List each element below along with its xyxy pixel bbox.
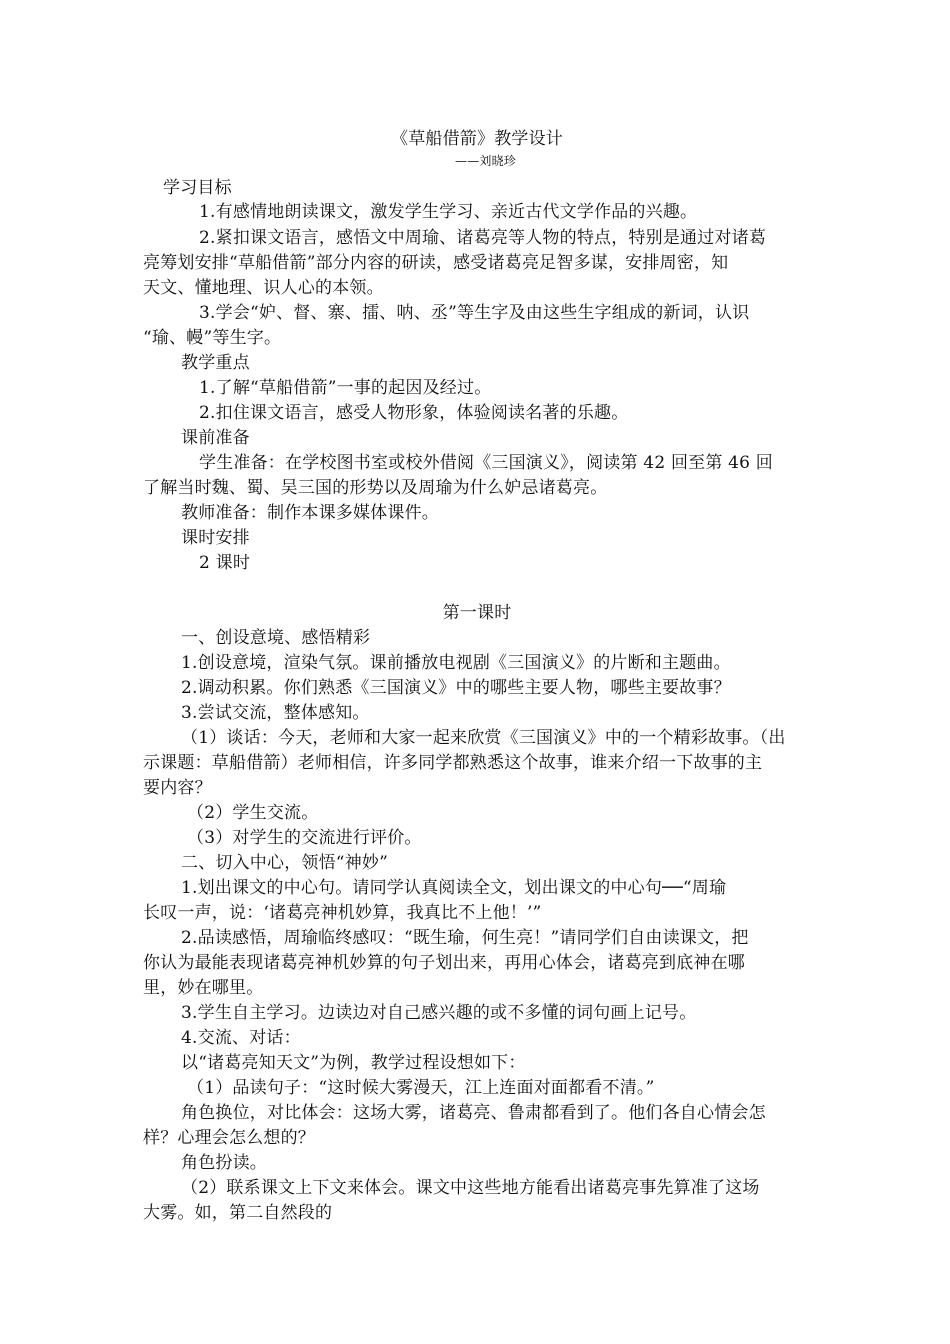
lesson-heading: 第一课时 [442, 603, 512, 623]
paragraph-line: 1.划出课文的中心句。请同学认真阅读全文，划出课文的中心句──“周瑜 [181, 878, 727, 898]
paragraph-line: 1.创设意境，渲染气氛。课前播放电视剧《三国演义》的片断和主题曲。 [181, 653, 731, 673]
paragraph-line: 样？心理会怎么想的？ [143, 1128, 315, 1148]
document-title: 《草船借箭》教学设计 [391, 129, 563, 149]
paragraph-line: 要内容？ [143, 778, 212, 798]
paragraph-line: 3.学会“妒、督、寨、擂、呐、丞”等生字及由这些生字组成的新词，认识 [199, 303, 750, 323]
paragraph-line: 以“诸葛亮知天文”为例，教学过程设想如下： [181, 1053, 526, 1073]
section-heading-part-two: 二、切入中心，领悟“神妙” [181, 853, 388, 873]
paragraph-line: 3.尝试交流，整体感知。 [181, 703, 370, 723]
paragraph-line: （1）品读句子：“这时候大雾漫天，江上连面对面都看不清。” [187, 1078, 655, 1098]
section-heading-preparation: 课前准备 [181, 428, 250, 448]
section-heading-key-points: 教学重点 [181, 353, 250, 373]
paragraph-line: （2）联系课文上下文来体会。课文中这些地方能看出诸葛亮事先算准了这场 [181, 1178, 760, 1198]
paragraph-line: 1.有感情地朗读课文，激发学生学习、亲近古代文学作品的兴趣。 [199, 202, 698, 222]
paragraph-line: 2.品读感悟，周瑜临终感叹：“既生瑜，何生亮！”请同学们自由读课文，把 [181, 928, 749, 948]
paragraph-line: （2）学生交流。 [187, 803, 319, 823]
paragraph-line: （1）谈话：今天，老师和大家一起来欣赏《三国演义》中的一个精彩故事。（出 [181, 728, 786, 748]
paragraph-line: 教师准备：制作本课多媒体课件。 [181, 503, 439, 523]
paragraph-line: 了解当时魏、蜀、吴三国的形势以及周瑜为什么妒忌诸葛亮。 [143, 478, 608, 498]
section-heading-schedule: 课时安排 [181, 528, 250, 548]
paragraph-line: 角色换位，对比体会：这场大雾，诸葛亮、鲁肃都看到了。他们各自心情会怎 [181, 1103, 766, 1123]
paragraph-line: 2.调动积累。你们熟悉《三国演义》中的哪些主要人物，哪些主要故事？ [181, 678, 731, 698]
paragraph-line: 角色扮读。 [181, 1153, 267, 1173]
section-heading-part-one: 一、创设意境、感悟精彩 [181, 628, 371, 648]
paragraph-line: “瑜、幔”等生字。 [143, 328, 282, 348]
paragraph-line: 2 课时 [199, 553, 251, 573]
paragraph-line: 2.紧扣课文语言，感悟文中周瑜、诸葛亮等人物的特点，特别是通过对诸葛 [199, 228, 767, 248]
paragraph-line: 示课题：草船借箭）老师相信，许多同学都熟悉这个故事，谁来介绍一下故事的主 [143, 753, 763, 773]
paragraph-line: 大雾。如，第二自然段的 [143, 1203, 333, 1223]
paragraph-line: 长叹一声，说：‘诸葛亮神机妙算，我真比不上他！’” [143, 903, 542, 923]
paragraph-line: 2.扣住课文语言，感受人物形象，体验阅读名著的乐趣。 [199, 403, 629, 423]
paragraph-line: 3.学生自主学习。边读边对自己感兴趣的或不多懂的词句画上记号。 [181, 1003, 697, 1023]
paragraph-line: 学生准备：在学校图书室或校外借阅《三国演义》，阅读第 42 回至第 46 回 [199, 453, 773, 473]
paragraph-line: 亮筹划安排“草船借箭”部分内容的研读，感受诸葛亮足智多谋，安排周密，知 [143, 253, 729, 273]
section-heading-goals: 学习目标 [163, 178, 232, 198]
paragraph-line: 天文、懂地理、识人心的本领。 [143, 278, 384, 298]
paragraph-line: 1.了解“草船借箭”一事的起因及经过。 [199, 378, 492, 398]
paragraph-line: 里，妙在哪里。 [143, 978, 264, 998]
document-author: ——刘晓珍 [455, 154, 517, 168]
paragraph-line: 你认为最能表现诸葛亮神机妙算的句子划出来，再用心体会，诸葛亮到底神在哪 [143, 953, 745, 973]
paragraph-line: 4.交流、对话： [181, 1028, 301, 1048]
paragraph-line: （3）对学生的交流进行评价。 [187, 828, 422, 848]
